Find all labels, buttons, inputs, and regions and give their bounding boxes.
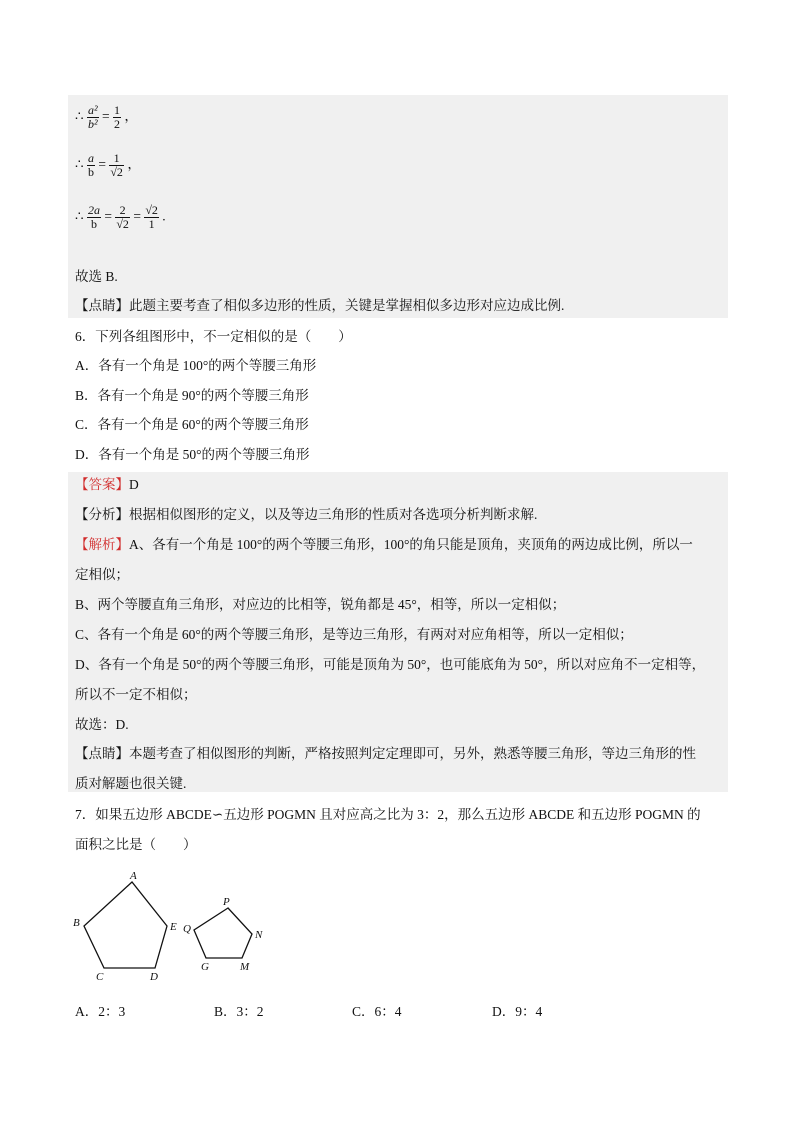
q6-option-b: B．各有一个角是 90°的两个等腰三角形 bbox=[75, 388, 309, 403]
prev-comment-line bbox=[75, 297, 564, 315]
q6-answer bbox=[75, 476, 139, 494]
solution-block-background bbox=[68, 95, 728, 318]
label-e: E bbox=[170, 921, 177, 933]
q7-option-a: A．2：3 bbox=[75, 1004, 126, 1019]
label-a: A bbox=[130, 870, 137, 882]
label-b: B bbox=[73, 917, 80, 929]
q6-explain-line-3: B、两个等腰直角三角形，对应边的比相等，锐角都是 45°，相等，所以一定相似； bbox=[75, 597, 566, 612]
q6-explain-line-7: 故选：D. bbox=[75, 717, 129, 732]
q6-option-d: D．各有一个角是 50°的两个等腰三角形 bbox=[75, 447, 310, 462]
q7-option-b: B．3：2 bbox=[214, 1004, 264, 1019]
pentagon-abcde bbox=[84, 882, 167, 968]
q6-explain-line-1: 【解析】A、各有一个角是 100°的两个等腰三角形，100°的角只能是顶角，夹顶角的两边成比例，所以一 bbox=[75, 537, 693, 552]
equation-line-3: ∴ $\frac{2a}{b}$ = $\frac{2}{√2}$ = $\frac{√2}{1}$ . bbox=[75, 203, 166, 231]
explain-tag: 【解析】 bbox=[75, 537, 129, 552]
q6-option-c: C．各有一个角是 60°的两个等腰三角形 bbox=[75, 417, 309, 432]
analysis-tag: 【分析】 bbox=[75, 507, 129, 522]
label-q: Q bbox=[183, 923, 191, 935]
comment-tag: 【点睛】 bbox=[75, 298, 129, 313]
q6-explain-line-2: 定相似； bbox=[75, 567, 129, 582]
label-n: N bbox=[255, 929, 263, 941]
equation-line-2: ∴ $\frac{a}{b}$ = $\frac{1}{√2}$ ， bbox=[75, 151, 141, 179]
pentagon-pogmn bbox=[194, 908, 252, 958]
analysis-text: 根据相似图形的定义，以及等边三角形的性质对各选项分析判断求解. bbox=[129, 507, 538, 522]
label-p: P bbox=[223, 896, 230, 908]
q6-analysis bbox=[75, 506, 537, 524]
q7-option-d: D．9：4 bbox=[492, 1004, 543, 1019]
q7-stem-line-2: 面积之比是（ ） bbox=[75, 837, 197, 852]
q6-stem: 6．下列各组图形中，不一定相似的是（ ） bbox=[75, 329, 352, 344]
q7-option-c: C．6：4 bbox=[352, 1004, 402, 1019]
label-d: D bbox=[150, 971, 158, 980]
q7-stem-line-1: 7．如果五边形 ABCDE∽五边形 POGMN 且对应高之比为 3：2，那么五边形 ABCDE 和五边形 POGMN 的 bbox=[75, 807, 701, 822]
answer-tag: 【答案】 bbox=[75, 477, 129, 492]
equation-line-1: ∴ $\frac{\text{a²}}{\text{b²}}$ = $\frac{1}{2}$ ， bbox=[75, 103, 138, 131]
label-g: G bbox=[201, 961, 209, 973]
pentagons-figure bbox=[70, 868, 270, 980]
comment-tag: 【点睛】 bbox=[75, 746, 129, 761]
q6-option-a: A．各有一个角是 100°的两个等腰三角形 bbox=[75, 358, 317, 373]
q6-comment-line-1: 【点睛】本题考查了相似图形的判断，严格按照判定定理即可，另外，熟悉等腰三角形，等边三角形的性 bbox=[75, 746, 696, 761]
label-m: M bbox=[240, 961, 250, 973]
label-c: C bbox=[96, 971, 104, 980]
q6-explain-line-5: D、各有一个角是 50°的两个等腰三角形，可能是顶角为 50°，也可能底角为 50°，所以对应角不一定相等， bbox=[75, 657, 706, 672]
q6-explain-line-6: 所以不一定不相似； bbox=[75, 687, 197, 702]
comment-text: 此题主要考查了相似多边形的性质，关键是掌握相似多边形对应边成比例. bbox=[129, 298, 565, 313]
answer-value: D bbox=[129, 477, 139, 492]
q6-explain-line-4: C、各有一个角是 60°的两个等腰三角形，是等边三角形，有两对对应角相等，所以一定相似； bbox=[75, 627, 633, 642]
q6-comment-line-2: 质对解题也很关键. bbox=[75, 776, 187, 791]
choose-line: 故选 B. bbox=[75, 269, 118, 284]
